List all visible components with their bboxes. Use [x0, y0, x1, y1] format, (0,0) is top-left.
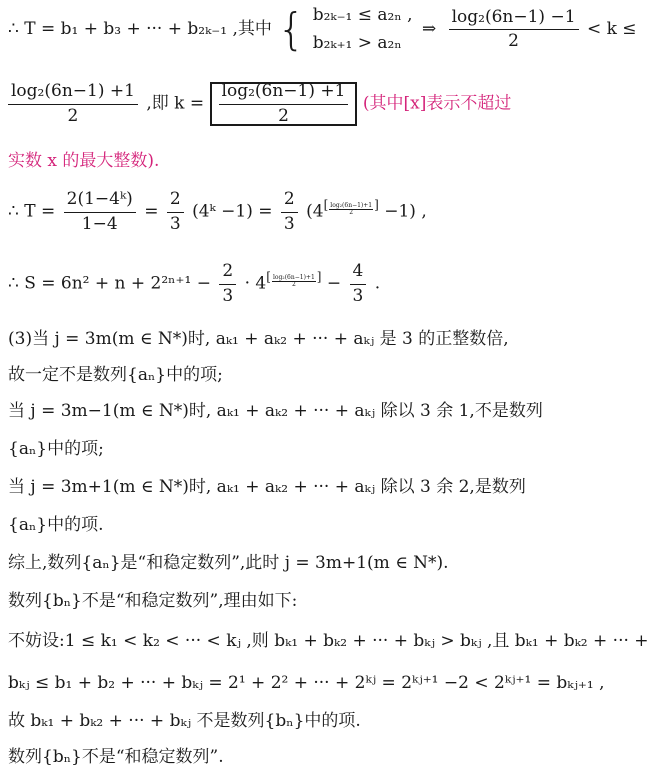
l4-frac2-den: 3 — [169, 213, 181, 234]
l1-tail: < k ≤ — [586, 19, 637, 40]
line-12: 综上,数列{aₙ}是“和稳定数列”,此时 j = 3m+1(m ∈ N*). — [8, 553, 449, 573]
l4-fraction-3 — [281, 190, 298, 234]
l4-exp-open: [ — [323, 197, 329, 212]
l1-fraction — [449, 8, 579, 52]
l5-mid: · 4 — [244, 273, 267, 294]
l5-exp-num: log₂(6n−1)+1 — [272, 273, 315, 281]
l5-exp-open: [ — [266, 269, 271, 284]
line-13: 数列{bₙ}不是“和稳定数列”,理由如下: — [8, 591, 298, 611]
l5-fraction-1 — [219, 262, 236, 306]
l4-exp-den: 2 — [349, 209, 354, 217]
l5-prefix: ∴ S = 6n² + n + 2²ⁿ⁺¹ − — [8, 273, 211, 294]
l1-frac-den: 2 — [508, 31, 519, 52]
case-system — [313, 6, 413, 53]
line-6: (3)当 j = 3m(m ∈ N*)时, aₖ₁ + aₖ₂ + ··· + aₖⱼ 是 3 的正整数倍, — [8, 329, 509, 349]
line-9: {aₙ}中的项; — [8, 439, 104, 459]
l4-tail-a: (4 — [306, 201, 324, 222]
case-2: b₂ₖ₊₁ > a₂ₙ — [312, 32, 402, 53]
line-4 — [8, 190, 427, 234]
l4-exponent — [329, 203, 373, 218]
l2-bracket-fraction — [219, 82, 349, 126]
l5-frac2-num: 4 — [350, 262, 367, 285]
line-2 — [8, 82, 511, 126]
line-8: 当 j = 3m−1(m ∈ N*)时, aₖ₁ + aₖ₂ + ··· + aₖⱼ 除以 3 余 1,不是数列 — [8, 401, 543, 421]
l5-fraction-2 — [350, 262, 367, 306]
line-17: 数列{bₙ}不是“和稳定数列”. — [8, 747, 224, 767]
line-11: {aₙ}中的项. — [8, 515, 104, 535]
l4-fraction-1 — [64, 190, 136, 234]
left-brace: { — [277, 3, 306, 55]
l4-exp-num: log₂(6n−1)+1 — [330, 201, 373, 209]
l4-frac1-den: 1−4 — [81, 213, 118, 234]
l5-tail: . — [374, 273, 381, 294]
implies-arrow: ⇒ — [421, 19, 437, 40]
l5-frac2-den: 3 — [352, 285, 364, 306]
l1-prefix: ∴ T = b₁ + b₃ + ··· + b₂ₖ₋₁ ,其中 — [8, 19, 272, 40]
line-15: bₖⱼ ≤ b₁ + b₂ + ··· + bₖⱼ = 2¹ + 2² + ··· + 2ᵏʲ = 2ᵏʲ⁺¹ −2 < 2ᵏʲ⁺¹ = bₖⱼ₊₁ , — [8, 673, 605, 693]
line-10: 当 j = 3m+1(m ∈ N*)时, aₖ₁ + aₖ₂ + ··· + aₖⱼ 除以 3 余 2,是数列 — [8, 477, 526, 497]
l2-bracket-num: log₂(6n−1) +1 — [219, 82, 349, 105]
line-7: 故一定不是数列{aₙ}中的项; — [8, 365, 223, 385]
l5-minus: − — [326, 273, 342, 294]
line-1 — [8, 3, 637, 55]
line-14: 不妨设:1 ≤ k₁ < k₂ < ··· < kⱼ ,则 bₖ₁ + bₖ₂ + ··· + bₖⱼ > bₖⱼ ,且 bₖ₁ + bₖ₂ + ··· + — [8, 631, 649, 651]
l4-eq: = — [144, 201, 159, 222]
l1-frac-num: log₂(6n−1) −1 — [449, 8, 579, 31]
l2-fraction — [8, 82, 138, 126]
line-3: 实数 x 的最大整数). — [8, 151, 160, 171]
l2-note: (其中[x]表示不超过 — [362, 93, 512, 114]
l4-tail-b: −1) , — [384, 201, 427, 222]
l4-prefix: ∴ T = — [8, 201, 56, 222]
l5-frac1-num: 2 — [219, 262, 236, 285]
l2-mid: ,即 k = — [146, 93, 205, 114]
line-5 — [8, 262, 380, 306]
floor-bracket — [210, 82, 358, 126]
l2-frac-num: log₂(6n−1) +1 — [8, 82, 138, 105]
l4-frac3-num: 2 — [281, 190, 298, 213]
case-1: b₂ₖ₋₁ ≤ a₂ₙ , — [312, 5, 413, 25]
l2-bracket-den: 2 — [278, 105, 289, 126]
l5-exp-close: ] — [316, 269, 322, 284]
l4-fraction-2 — [167, 190, 184, 234]
l5-exp-den: 2 — [291, 281, 296, 289]
l4-frac1-num: 2(1−4ᵏ) — [64, 190, 136, 213]
l4-frac2-num: 2 — [167, 190, 184, 213]
l4-exp-close: ] — [374, 197, 379, 212]
l4-mid: (4ᵏ −1) = — [192, 201, 273, 222]
l2-frac-den: 2 — [67, 105, 79, 126]
l5-frac1-den: 3 — [222, 285, 234, 306]
l4-frac3-den: 3 — [283, 213, 295, 234]
line-16: 故 bₖ₁ + bₖ₂ + ··· + bₖⱼ 不是数列{bₙ}中的项. — [8, 711, 361, 731]
l5-exponent — [272, 275, 316, 290]
